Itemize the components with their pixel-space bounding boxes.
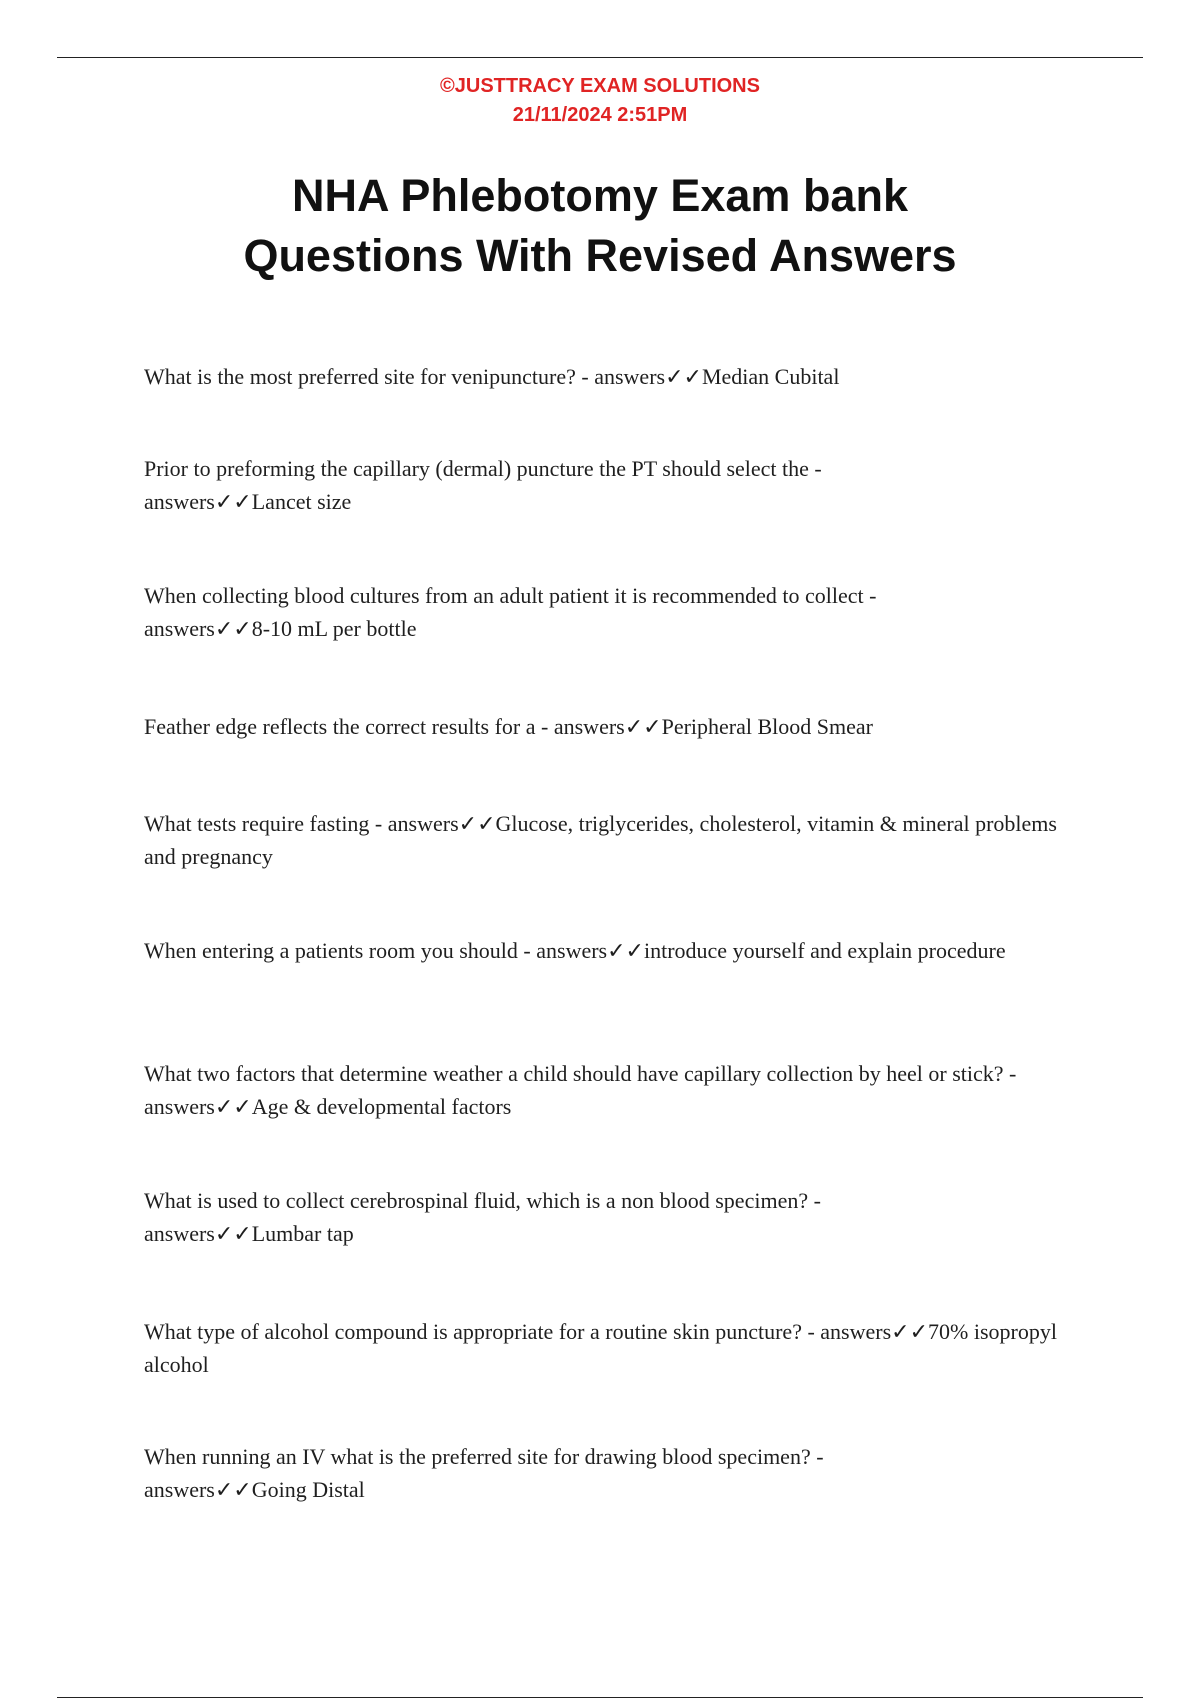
qa-item [144,579,974,645]
qa-question: What is used to collect cerebrospinal fluid, which is a non blood specimen? - [144,1188,821,1213]
page-title [0,166,1200,286]
qa-item [144,452,914,518]
qa-answer-marker: answers✓✓ [144,1094,252,1119]
qa-answer: Peripheral Blood Smear [661,714,873,739]
qa-answer: introduce yourself and explain procedure [643,938,1006,963]
qa-answer-marker: answers✓✓ [594,364,702,389]
qa-answer-marker: answers✓✓ [553,714,662,739]
page-title-line-2: Questions With Revised Answers [243,230,957,281]
qa-answer: Median Cubital [701,364,840,389]
page-title-line-1: NHA Phlebotomy Exam bank [292,170,908,221]
qa-answer-marker: answers✓✓ [144,1477,252,1502]
qa-answer-marker: answers✓✓ [144,489,252,514]
qa-question: What tests require fasting - [144,811,383,836]
qa-answer-marker: answers✓✓ [536,938,644,963]
qa-question: Prior to preforming the capillary (dermal) puncture the PT should select the - [144,456,822,481]
qa-answer: Glucose, triglycerides, cholesterol, vitamin & mineral problems and pregnancy [144,811,1057,869]
bottom-rule [57,1697,1143,1698]
qa-item [144,710,1064,743]
qa-answer: Lumbar tap [251,1221,354,1246]
qa-question: What type of alcohol compound is appropriate for a routine skin puncture? - [144,1319,815,1344]
qa-answer-marker: answers✓✓ [820,1319,929,1344]
qa-question: When collecting blood cultures from an adult patient it is recommended to collect - [144,583,877,608]
qa-question: Feather edge reflects the correct results for a - [144,714,549,739]
qa-question: When running an IV what is the preferred site for drawing blood specimen? - [144,1444,824,1469]
qa-item [144,934,1024,967]
qa-answer: Lancet size [251,489,352,514]
qa-question: What is the most preferred site for venipuncture? - [144,364,589,389]
qa-answer: 70% isopropyl alcohol [144,1319,1057,1377]
qa-item [144,807,1064,873]
qa-question: What two factors that determine weather a child should have capillary collection by heel or stick? - [144,1061,1017,1086]
qa-answer-marker: answers✓✓ [387,811,496,836]
qa-item [144,360,1064,393]
qa-answer: 8-10 mL per bottle [251,616,417,641]
watermark-stamp [0,72,1200,130]
top-rule [57,57,1143,58]
qa-item [144,1315,1064,1381]
qa-question: When entering a patients room you should - [144,938,531,963]
watermark-title: ©JUSTTRACY EXAM SOLUTIONS [440,75,760,97]
qa-item [144,1057,1064,1123]
watermark-timestamp: 21/11/2024 2:51PM [512,104,688,126]
qa-item [144,1184,914,1250]
qa-item [144,1440,924,1506]
qa-answer: Going Distal [251,1477,365,1502]
qa-answer-marker: answers✓✓ [144,1221,252,1246]
qa-answer-marker: answers✓✓ [144,616,252,641]
qa-answer: Age & developmental factors [251,1094,512,1119]
